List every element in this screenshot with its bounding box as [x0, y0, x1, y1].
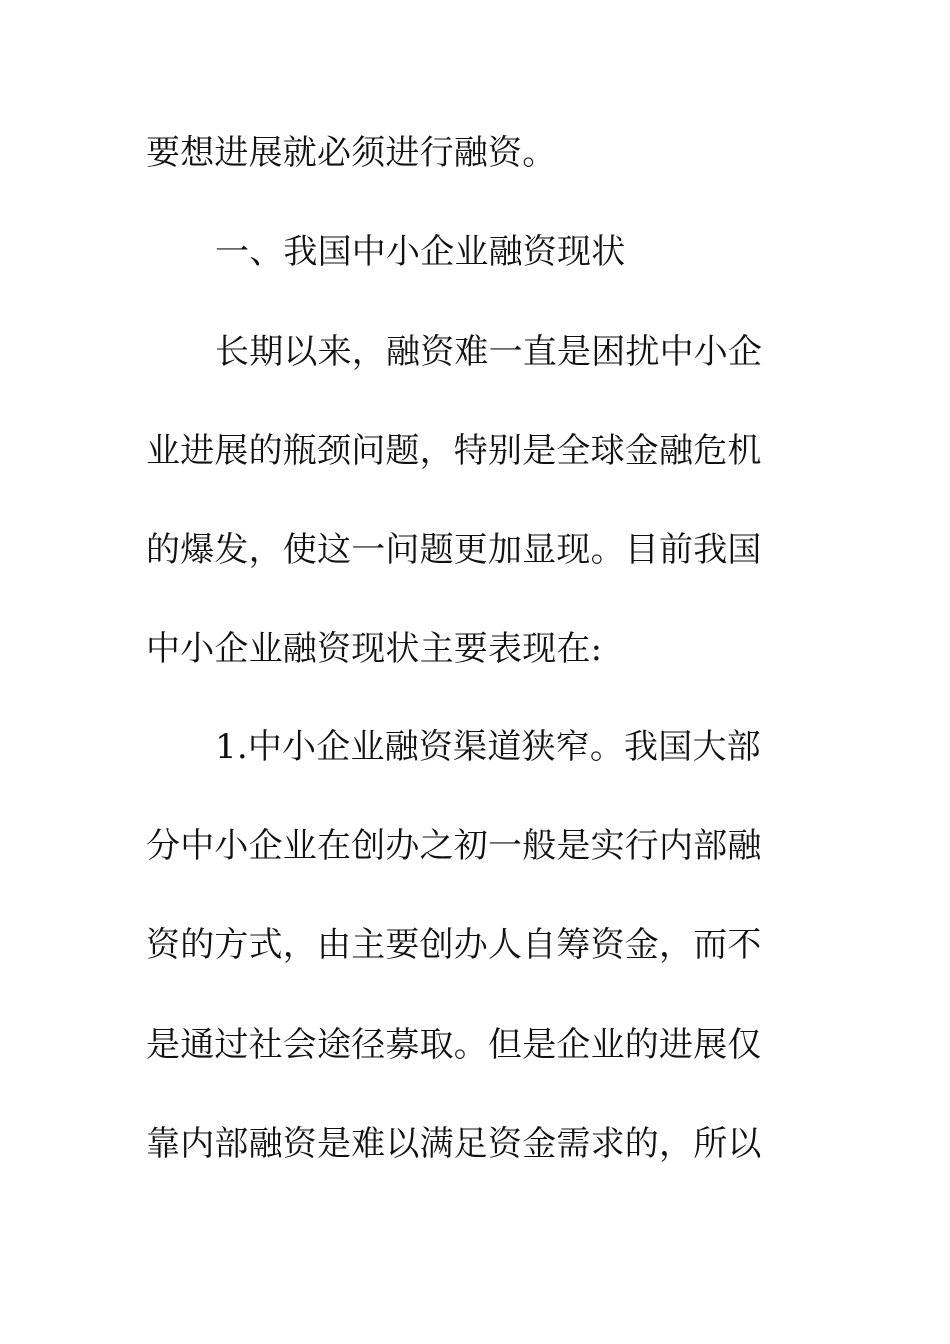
text-line: 中小企业融资现状主要表现在: — [146, 629, 603, 669]
section-heading: 一、我国中小企业融资现状 — [215, 232, 626, 272]
text-line: 长期以来，融资难一直是困扰中小企 — [215, 332, 763, 372]
text-line: 要想进展就必须进行融资。 — [146, 133, 557, 173]
text-line: 靠内部融资是难以满足资金需求的，所以 — [146, 1124, 762, 1164]
text-line: 业进展的瓶颈问题，特别是全球金融危机 — [146, 431, 762, 471]
text-line: 是通过社会途径募取。但是企业的进展仅 — [146, 1025, 762, 1065]
text-line: 的爆发，使这一问题更加显现。目前我国 — [146, 530, 762, 570]
text-line: 资的方式，由主要创办人自筹资金，而不 — [146, 925, 762, 965]
text-line: 分中小企业在创办之初一般是实行内部融 — [146, 826, 762, 866]
list-item-heading: 1.中小企业融资渠道狭窄。我国大部 — [215, 727, 761, 767]
